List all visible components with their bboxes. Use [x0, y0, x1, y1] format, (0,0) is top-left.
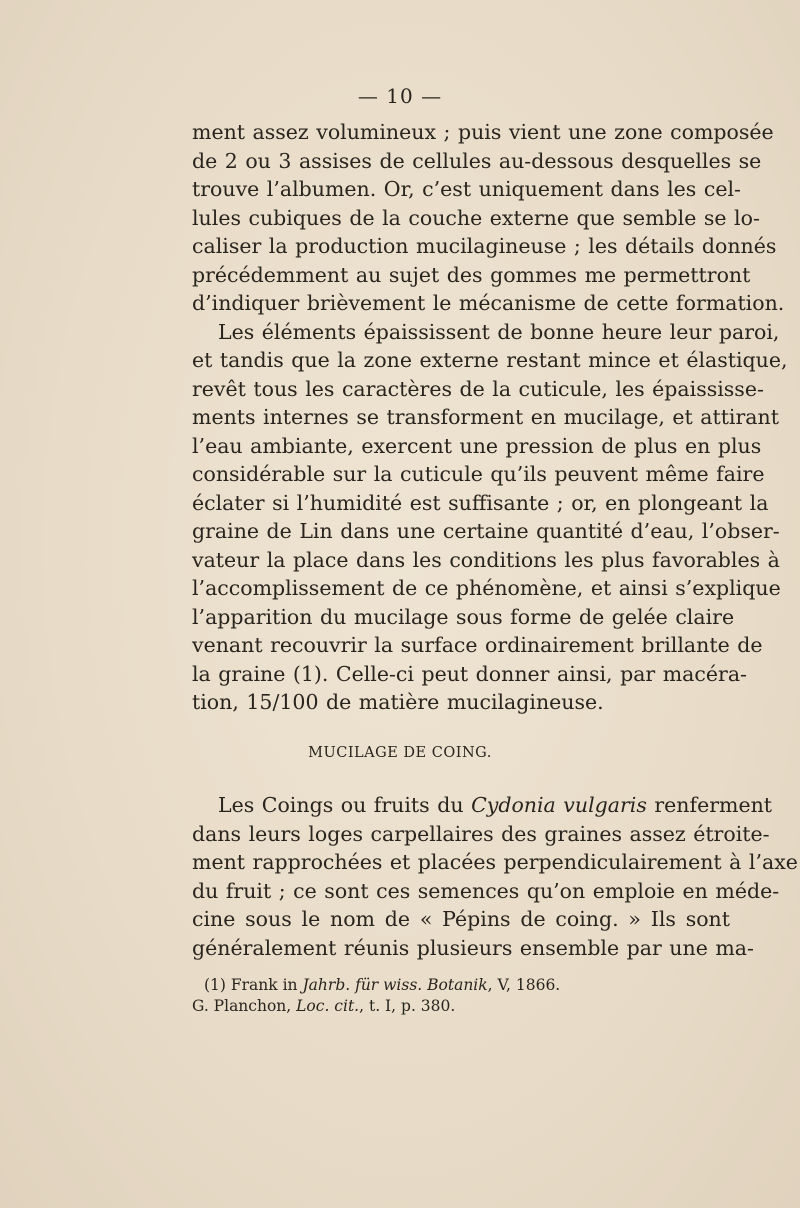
text-line: dans leurs loges carpellaires des graines assez étroite- [192, 821, 770, 846]
text-line: considérable sur la cuticule qu’ils peuvent même faire [192, 462, 765, 486]
footnote-text: , V, 1866. [487, 976, 561, 994]
section-heading: MUCILAGE DE COING. [308, 745, 492, 761]
main-text-block [192, 118, 788, 717]
text-line: ment assez volumineux ; puis vient une zone composée [192, 120, 774, 144]
text-line: l’apparition du mucilage sous forme de gelée claire [192, 604, 735, 629]
text-line: la graine (1). Celle-ci peut donner ainsi, par macéra- [192, 661, 747, 686]
text-run: Les Coings ou fruits du [218, 793, 472, 817]
footnotes [192, 975, 730, 1017]
text-line: revêt tous les caractères de la cuticule, les épaississe- [192, 376, 764, 401]
text-line [192, 791, 773, 820]
text-line: d’indiquer brièvement le mécanisme de cette formation. [192, 291, 785, 315]
paragraph-3 [192, 791, 798, 962]
footnote-title: Loc. cit. [296, 997, 360, 1015]
text-run: renferment [646, 793, 773, 817]
footnote-title: Jahrb. für wiss. Botanik [302, 976, 488, 994]
text-line: ment rapprochées et placées perpendiculairement à l’axe [192, 850, 798, 874]
footnote-text: (1) Frank in [204, 976, 303, 994]
text-line: cine sous le nom de « Pépins de coing. » Ils sont [192, 907, 730, 931]
footnote-text: , t. I, p. 380. [359, 997, 456, 1015]
species-name: Cydonia vulgaris [471, 793, 647, 817]
text-line: venant recouvrir la surface ordinairement brillante de [192, 633, 763, 657]
text-line: caliser la production mucilagineuse ; les détails donnés [192, 234, 777, 258]
footnote [192, 975, 730, 996]
text-line: Les éléments épaississent de bonne heure leur paroi, [218, 319, 780, 344]
text-line: ments internes se transforment en mucilage, et attirant [192, 405, 779, 429]
text-line: de 2 ou 3 assises de cellules au-dessous desquelles se [192, 148, 762, 173]
paragraph-2 [192, 318, 788, 717]
text-line: et tandis que la zone externe restant mince et élastique, [192, 348, 788, 372]
footnote-text: G. Planchon, [192, 997, 297, 1015]
text-line: trouve l’albumen. Or, c’est uniquement dans les cel- [192, 177, 741, 201]
text-line: graine de Lin dans une certaine quantité d’eau, l’obser- [192, 519, 780, 543]
page-number: — 10 — [357, 84, 443, 108]
text-line: lules cubiques de la couche externe que semble se lo- [192, 205, 760, 230]
text-line: l’eau ambiante, exercent une pression de plus en plus [192, 433, 762, 458]
text-line: généralement réunis plusieurs ensemble par une ma- [192, 935, 754, 960]
footnote [192, 996, 730, 1017]
text-line: vateur la place dans les conditions les plus favorables à [192, 547, 780, 572]
text-line: éclater si l’humidité est suffisante ; or, en plongeant la [192, 490, 769, 515]
text-line: précédemment au sujet des gommes me permettront [192, 262, 751, 287]
paragraph-1 [192, 118, 785, 318]
text-line: l’accomplissement de ce phénomène, et ainsi s’explique [192, 576, 781, 600]
text-line: tion, 15/100 de matière mucilagineuse. [192, 690, 604, 714]
text-line: du fruit ; ce sont ces semences qu’on emploie en méde- [192, 878, 780, 903]
